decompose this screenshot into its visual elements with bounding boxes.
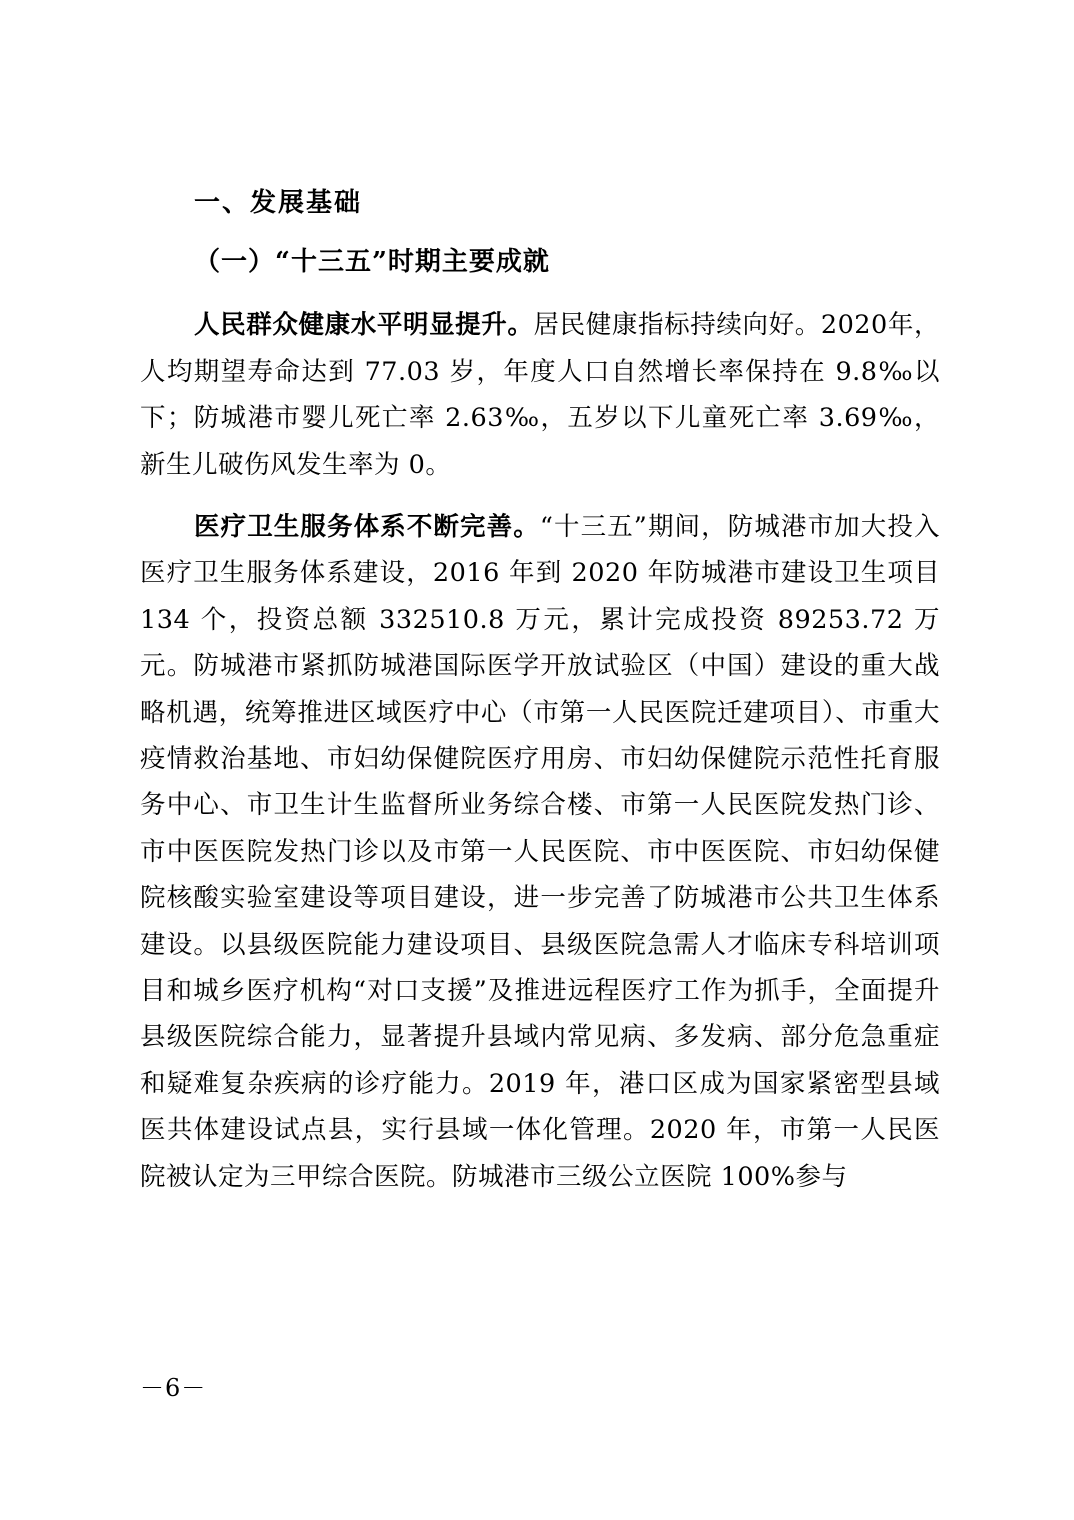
paragraph-body-service-system: “十三五”期间，防城港市加大投入医疗卫生服务体系建设，2016 年到 2020 年防城港市建设卫生项目 134 个，投资总额 332510.8 万元，累计完成投资 89253.72 万元。防城港市紧抓防城港国际医学开放试验区（中国）建设的重大战略机遇，统筹推进区域医疗中心（市第一人民医院迁建项目）、市重大疫情救治基地、市妇幼保健院医疗用房、市妇幼保健院示范性托育服务中心、市卫生计生监督所业务综合楼、市第一人民医院发热门诊、市中医医院发热门诊以及市第一人民医院、市中医医院、市妇幼保健院核酸实验室建设等项目建设，进一步完善了防城港市公共卫生体系建设。以县级医院能力建设项目、县级医院急需人才临床专科培训项目和城乡医疗机构“对口支援”及推进远程医疗工作为抓手，全面提升县级医院综合能力，显著提升县域内常见病、多发病、部分危急重症和疑难复杂疾病的诊疗能力。2019 年，港口区成为国家紧密型县域医共体建设试点县，实行县域一体化管理。2020 年，市第一人民医院被认定为三甲综合医院。防城港市三级公立医院 100%参与	[140, 512, 940, 1192]
page-number: －6－	[140, 1374, 207, 1402]
paragraph-spacer	[140, 494, 940, 504]
paragraph-body-health: 居民健康指标持续向好。2020年，人均期望寿命达到 77.03 岁，年度人口自然增长率保持在 9.8‰以下；防城港市婴儿死亡率 2.63‰，五岁以下儿童死亡率 3.69‰，新生儿破伤风发生率为 0。	[140, 310, 940, 480]
page-content	[140, 185, 940, 1206]
paragraph-lead-health: 人民群众健康水平明显提升。	[194, 310, 534, 341]
paragraph-achievement-health	[140, 302, 940, 488]
paragraph-achievement-service-system	[140, 504, 940, 1200]
page-footer	[140, 1368, 940, 1403]
section-heading: 一、发展基础	[194, 188, 363, 218]
paragraph-lead-service-system: 医疗卫生服务体系不断完善。	[194, 512, 540, 543]
subsection-heading: （一）“十三五”时期主要成就	[194, 247, 550, 278]
